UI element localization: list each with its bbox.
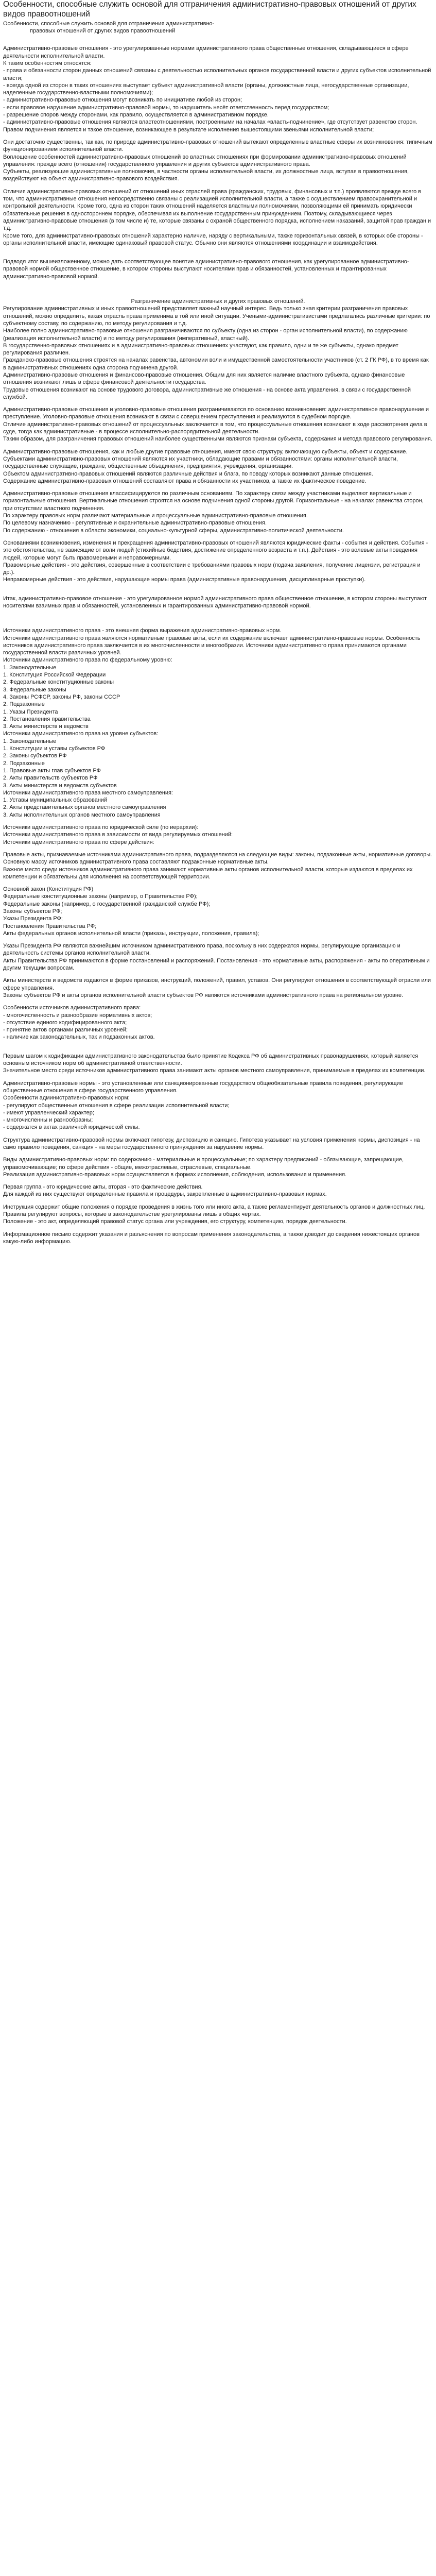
paragraph: 1. Уставы муниципальных образований — [3, 797, 108, 804]
paragraph-spacer — [3, 1075, 433, 1080]
paragraph: 2. Подзаконные — [3, 760, 45, 767]
paragraph: 2. Постановления правительства — [3, 716, 91, 722]
paragraph: Источники административного права по сфере действия: — [3, 839, 154, 845]
paragraph-spacer — [3, 584, 433, 595]
paragraph: Законы субъектов РФ; — [3, 908, 62, 914]
paragraph: Источники административного права по юридической силе (по иерархии): — [3, 824, 199, 831]
paragraph: Наиболее полно административно-правовые отношения разграничиваются по субъекту (одна из сторон - орган исполнительной власти), по содержанию (реализация исполнительной власти) и по методу регулирования (императивный, властный). — [3, 328, 408, 342]
paragraph: - если правовое нарушение административно-правовой нормы, то нарушитель несёт ответственность перед государством; — [3, 104, 329, 111]
paragraph: 4. Законы РСФСР, законы РФ, законы СССР — [3, 693, 120, 700]
paragraph-spacer — [3, 183, 433, 188]
paragraph-spacer — [3, 133, 433, 139]
paragraph-spacer — [3, 1151, 433, 1156]
paragraph: 2. Подзаконные — [3, 701, 45, 708]
paragraph: Источники административного права являются нормативные правовые акты, если их содержание включает административно-правовые нормы. Особенность источников административного права заключается в их многочисленности и многообразии. Источники административного права принимаются органами государственной власти различных уровней. — [3, 635, 421, 656]
paragraph: Гражданско-правовые отношения строятся на началах равенства, автономии воли и имущественной самостоятельности участников (ст. 2 ГК РФ), в то время как в административных отношениях одна сторона подчинена другой. — [3, 357, 429, 371]
paragraph: 1. Законодательные — [3, 664, 57, 671]
paragraph-spacer — [3, 880, 433, 886]
paragraph-spacer — [3, 443, 433, 448]
paragraph: Структура административно-правовой нормы включает гипотезу, диспозицию и санкцию. Гипотеза указывает на условия применения нормы, диспозиция - на само правило поведения, санкция - на меры государственного принуждения за нарушение нормы. — [3, 1137, 420, 1150]
paragraph: Неправомерные действия - это действия, нарушающие нормы права (административные правонарушения, дисциплинарные проступки). — [3, 577, 366, 583]
paragraph: Административно-правовые нормы - это установленные или санкционированные государством общеобязательные правила поведения, регулирующие общественные отношения в сфере государственного управления. — [3, 1080, 403, 1094]
paragraph: - принятие актов органами различных уровней; — [3, 1027, 128, 1033]
paragraph: Административно-правовые отношения и финансово-правовые отношения. Общим для них является наличие властного субъекта, однако финансовые отношения возникают лишь в сфере финансовой деятельности государства. — [3, 371, 405, 386]
paragraph-spacer — [3, 1041, 433, 1053]
paragraph: Особенности источников административного права: — [3, 1005, 141, 1011]
paragraph-spacer — [3, 1131, 433, 1137]
paragraph: Акты Правительства РФ принимаются в форме постановлений и распоряжений. Постановления - это нормативные акты, распоряжения - акты по оперативным и другим текущим вопросам. — [3, 957, 430, 972]
paragraph: 1. Указы Президента — [3, 708, 58, 715]
paragraph: - многочисленны и разнообразны; — [3, 1117, 93, 1124]
paragraph-spacer — [3, 1198, 433, 1204]
paragraph: Источники административного права по федеральному уровню: — [3, 657, 172, 664]
paragraph: Положение - это акт, определяющий правовой статус органа или учреждения, его структуру, компетенцию, порядок деятельности. — [3, 1218, 347, 1225]
paragraph: Первым шагом к кодификации административного законодательства было принятие Кодекса РФ об административных правонарушениях, который является основным источником норм об административной ответственности. — [3, 1053, 418, 1067]
paragraph: Указы Президента РФ являются важнейшим источником административного права, поскольку в них содержатся нормы, регулирующие организацию и деятельность системы органов исполнительной власти. — [3, 943, 400, 957]
paragraph: - разрешение споров между сторонами, как правило, осуществляется в административном порядке. — [3, 112, 269, 118]
paragraph: Особенности административно-правовых норм: — [3, 1095, 130, 1101]
paragraph: 3. Акты министерств и ведомств — [3, 723, 89, 730]
page-title: Особенности, способные служить основой для отграничения административно-правовых отношений от других видов правоотношений — [3, 0, 416, 19]
lead-paragraph — [3, 20, 433, 35]
paragraph: Подводя итог вышеизложенному, можно дать соответствующее понятие административно-правового отношения, как урегулированное административно-правовой нормой общественное отношение, в котором стороны выступают носителями прав и обязанностей, установленных и гарантированных административно-правовой нормой. — [3, 259, 409, 280]
paragraph: 3. Федеральные законы — [3, 686, 66, 693]
paragraph-spacer — [3, 609, 433, 627]
paragraph: Для каждой из них существуют определенные правила и процедуры, закрепленные в административно-правовых нормах. — [3, 1191, 327, 1198]
paragraph: - административно-правовые отношения могут возникать по инициативе любой из сторон; — [3, 97, 242, 104]
document-page — [0, 0, 436, 1245]
paragraph: По целевому назначению - регулятивные и охранительные административно-правовые отношения. — [3, 520, 267, 527]
paragraph: - наличие как законодательных, так и подзаконных актов. — [3, 1034, 155, 1041]
paragraph: Административно-правовые отношения и уголовно-правовые отношения разграничиваются по основанию возникновения: административное правонарушение и преступление. Уголовно-правовые отношения возникают в связи с совершением преступления и реализуются в судебном порядке. — [3, 406, 429, 420]
paragraph: Основаниями возникновения, изменения и прекращения административно-правовых отношений являются юридические факты - события и действия. События - это обстоятельства, не зависящие от воли людей (стихийные бедствия, достижение определенного возраста и т.п.). Действия - это волевые акты поведения людей, которые могут быть правомерными и неправомерными. — [3, 539, 428, 561]
paragraph: Источники административного права на уровне субъектов: — [3, 731, 159, 737]
paragraph: Они достаточно существенны, так как, по природе административно-правовых отношений вытекают определенные властные сферы их возникновения: типичным функционированием исполнительной власти. — [3, 139, 432, 153]
paragraph: Правила регулируют вопросы, которые в законодательстве урегулированы лишь в общих чертах. — [3, 1211, 261, 1218]
paragraph: - содержатся в актах различной юридической силы. — [3, 1124, 140, 1131]
paragraph-spacer — [3, 401, 433, 406]
paragraph-spacer — [3, 972, 433, 977]
paragraph: Акты федеральных органов исполнительной власти (приказы, инструкции, положения, правила); — [3, 930, 259, 937]
paragraph: Объектом административно-правовых отношений являются различные действия и блага, по поводу которых возникают данные отношения. — [3, 470, 373, 477]
paragraph-spacer — [3, 1226, 433, 1231]
paragraph: Важное место среди источников административного права занимают нормативные акты органов исполнительной власти, которые издаются в пределах их компетенции и обязательны для исполнения на соответствующей территории. — [3, 866, 413, 880]
paragraph: Правовые акты, признаваемые источниками административного права, подразделяются на следующие виды: законы, подзаконные акты, нормативные договоры. Основную массу источников административного права составляют подзаконные нормативные акты. — [3, 851, 432, 866]
paragraph-spacer — [3, 1178, 433, 1183]
paragraph-spacer — [3, 280, 433, 298]
paragraph-spacer — [3, 485, 433, 490]
paragraph: Реализация административно-правовых норм осуществляется в формах исполнения, соблюдения, использования и применения. — [3, 1171, 347, 1178]
paragraph: Информационное письмо содержит указания и разъяснения по вопросам применения законодательства, а также доводит до сведения нижестоящих органов какую-либо информацию. — [3, 1231, 420, 1245]
document-body — [3, 45, 433, 1245]
paragraph: Виды административно-правовых норм: по содержанию - материальные и процессуальные; по характеру предписаний - обязывающие, запрещающие, управомочивающие; по сфере действия - общие, межотраслевые, отраслевые, специальные. — [3, 1157, 404, 1171]
paragraph: Указы Президента РФ; — [3, 916, 63, 922]
paragraph-spacer — [3, 247, 433, 258]
paragraph: Федеральные законы (например, о государственной гражданской службе РФ); — [3, 901, 211, 907]
paragraph: Акты министерств и ведомств издаются в форме приказов, инструкций, положений, правил, уставов. Они регулируют отношения в соответствующей отрасли или сфере управления. — [3, 977, 431, 991]
paragraph: Источники административного права - это внешняя форма выражения административно-правовых норм. — [3, 628, 282, 634]
paragraph-spacer — [3, 846, 433, 851]
paragraph: Административно-правовые отношения классифицируются по различным основаниям. По характеру связи между участниками выделяют вертикальные и горизонтальные отношения. Вертикальные отношения строятся на основе подчинения одной стороны другой. Горизонтальные - на началах равенства сторон, при отсутствии властного подчинения. — [3, 490, 424, 512]
paragraph: 2. Акты представительных органов местного самоуправления — [3, 804, 166, 811]
paragraph: - многочисленность и разнообразие нормативных актов; — [3, 1012, 152, 1019]
paragraph: 1. Конституция Российской Федерации — [3, 672, 106, 679]
paragraph: Федеральные конституционные законы (например, о Правительстве РФ); — [3, 893, 198, 900]
paragraph: К таким особенностям относятся: — [3, 60, 92, 66]
paragraph: Воплощение особенностей административно-правовых отношений во властных отношениях при формировании административно-правовых отношений управления: прежде всего (отношения) государственного управления и других субъектов административного права. — [3, 154, 407, 167]
paragraph: - имеют управленческий характер; — [3, 1109, 94, 1116]
paragraph: - административно-правовые отношения являются властеотношениями, построенными на началах «власть-подчинение», где отсутствует равенство сторон. Правом подчинения является и такое отношение, возникающее в результате исполнения вышестоящими звеньями исполнительной власти; — [3, 119, 417, 133]
paragraph: - регулируют общественные отношения в сфере реализации исполнительной власти; — [3, 1102, 230, 1109]
paragraph: Основной закон (Конституция РФ) — [3, 886, 94, 893]
lead-line-1: Особенности, способные служить основой для отграничения административно- — [3, 20, 215, 27]
paragraph: Законы субъектов РФ и акты органов исполнительной власти субъектов РФ являются источниками административного права на региональном уровне. — [3, 992, 404, 998]
paragraph: 1. Конституции и уставы субъектов РФ — [3, 745, 106, 752]
paragraph: 1. Правовые акты глав субъектов РФ — [3, 767, 101, 774]
paragraph: Таким образом, для разграничения правовых отношений наиболее существенными являются признаки субъекта, содержания и метода правового регулирования. — [3, 436, 432, 443]
paragraph: Административно-правовые отношения - это урегулированные нормами административного права общественные отношения, складывающиеся в сфере деятельности исполнительной власти. — [3, 45, 409, 59]
paragraph: Трудовые отношения возникают на основе трудового договора, административные же отношения - на основе акта управления, в связи с государственной службой. — [3, 386, 411, 400]
paragraph: Субъекты, реализующие административные полномочия, в частности органы исполнительной власти, их должностные лица, вступая в правоотношения, воздействуют на объект административно-правового воздействия. — [3, 168, 409, 182]
paragraph: По характеру правовых норм различают материальные и процессуальные административно-правовые отношения. — [3, 513, 308, 519]
paragraph: 2. Акты правительств субъектов РФ — [3, 775, 98, 782]
paragraph: - права и обязанности сторон данных отношений связаны с деятельностью исполнительных органов государственной власти и других субъектов исполнительной власти; — [3, 67, 431, 81]
paragraph: 1. Законодательные — [3, 738, 57, 744]
section-heading: Разграничение административных и других правовых отношений. — [131, 298, 305, 305]
paragraph: 3. Акты исполнительных органов местного самоуправления — [3, 811, 161, 818]
paragraph: Административно-правовые отношения, как и любые другие правовые отношения, имеют свою структуру, включающую субъекты, объект и содержание. — [3, 448, 408, 455]
paragraph: 3. Акты министерств и ведомств субъектов — [3, 782, 117, 789]
paragraph: Отличия административно-правовых отношений от отношений иных отраслей права (гражданских, трудовых, финансовых и т.п.) проявляются прежде всего в том, что административные отношения непосредственно связаны с реализацией исполнительной власти, а также с осуществлением правоохранительной и контрольной деятельности. Кроме того, одна из сторон таких отношений наделяется властными полномочиями, позволяющими ей принимать юридически обязательные решения в одностороннем порядке, обеспечивая их выполнение государственным принуждением. Поэтому, складывающиеся через административно-правовые отношения (в том числе и) те, которые связаны с охраной общественного порядка, исполнением наказаний, защитой прав граждан и т.д. — [3, 188, 431, 232]
paragraph: - отсутствие единого кодифицированного акта; — [3, 1019, 127, 1026]
paragraph: Источники административного права в зависимости от вида регулируемых отношений: — [3, 832, 233, 838]
paragraph-spacer — [3, 819, 433, 824]
paragraph: Постановления Правительства РФ; — [3, 923, 97, 929]
paragraph: 2. Законы субъектов РФ — [3, 753, 67, 759]
paragraph: В государственно-правовых отношениях и в административно-правовых отношениях участвуют, как правило, одни и те же субъекты, однако предмет регулирования различен. — [3, 342, 398, 357]
paragraph: Субъектами административно-правовых отношений являются их участники, обладающие правами и обязанностями: органы исполнительной власти, государственные служащие, граждане, общественные объединения, предприятия, учреждения, организации. — [3, 455, 398, 470]
paragraph: Правомерные действия - это действия, совершенные в соответствии с требованиями правовых норм (подача заявления, получение лицензии, регистрация и др.). — [3, 562, 421, 576]
paragraph: Итак, административно-правовое отношение - это урегулированное нормой административного права общественное отношение, в котором стороны выступают носителями взаимных прав и обязанностей, установленных и гарантированных административно-правовой нормой. — [3, 595, 427, 609]
paragraph: Регулирование административных и иных правоотношений представляет важный научный интерес. Ведь только зная критерии разграничения правовых отношений, можно определить, какая отрасль права применима в той или иной ситуации. Учеными-административистами предлагались различные критерии: по субъектному составу, по содержанию, по методу регулирования и т.д. — [3, 306, 430, 327]
lead-line-2: правовых отношений от других видов правоотношений — [30, 28, 176, 35]
paragraph-spacer — [3, 534, 433, 539]
paragraph: Кроме того, для административно-правовых отношений характерно наличие, наряду с вертикальными, также горизонтальных связей, в которых обе стороны - органы исполнительной власти, имеющие одинаковый правовой статус. Обычно они являются отношениями координации и взаимодействия. — [3, 232, 423, 246]
paragraph: Значительное место среди источников административного права занимают акты органов местного самоуправления, принимаемые в пределах их компетенции. — [3, 1067, 426, 1074]
paragraph: Содержание административно-правовых отношений составляют права и обязанности их участников, а также их фактическое поведение. — [3, 478, 367, 484]
paragraph-spacer — [3, 999, 433, 1004]
paragraph-spacer — [3, 937, 433, 942]
paragraph: - всегда одной из сторон в таких отношениях выступает субъект административной власти (органы, должностные лица, негосударственные организации, наделенные государственно-властными полномочиями); — [3, 82, 409, 96]
paragraph: Инструкция содержит общие положения о порядке проведения в жизнь того или иного акта, а также регламентирует деятельность органов и должностных лиц. — [3, 1204, 425, 1210]
paragraph: Источники административного права местного самоуправления: — [3, 789, 173, 796]
paragraph: Отличие административно-правовых отношений от процессуальных заключается в том, что процессуальные отношения возникают в ходе рассмотрения дела в суде, тогда как административные - в процессе исполнительно-распорядительной деятельности. — [3, 421, 427, 435]
paragraph: 2. Федеральные конституционные законы — [3, 679, 114, 686]
paragraph: Первая группа - это юридические акты, вторая - это фактические действия. — [3, 1184, 203, 1191]
paragraph: По содержанию - отношения в области экономики, социально-культурной сферы, административно-политической деятельности. — [3, 527, 344, 534]
